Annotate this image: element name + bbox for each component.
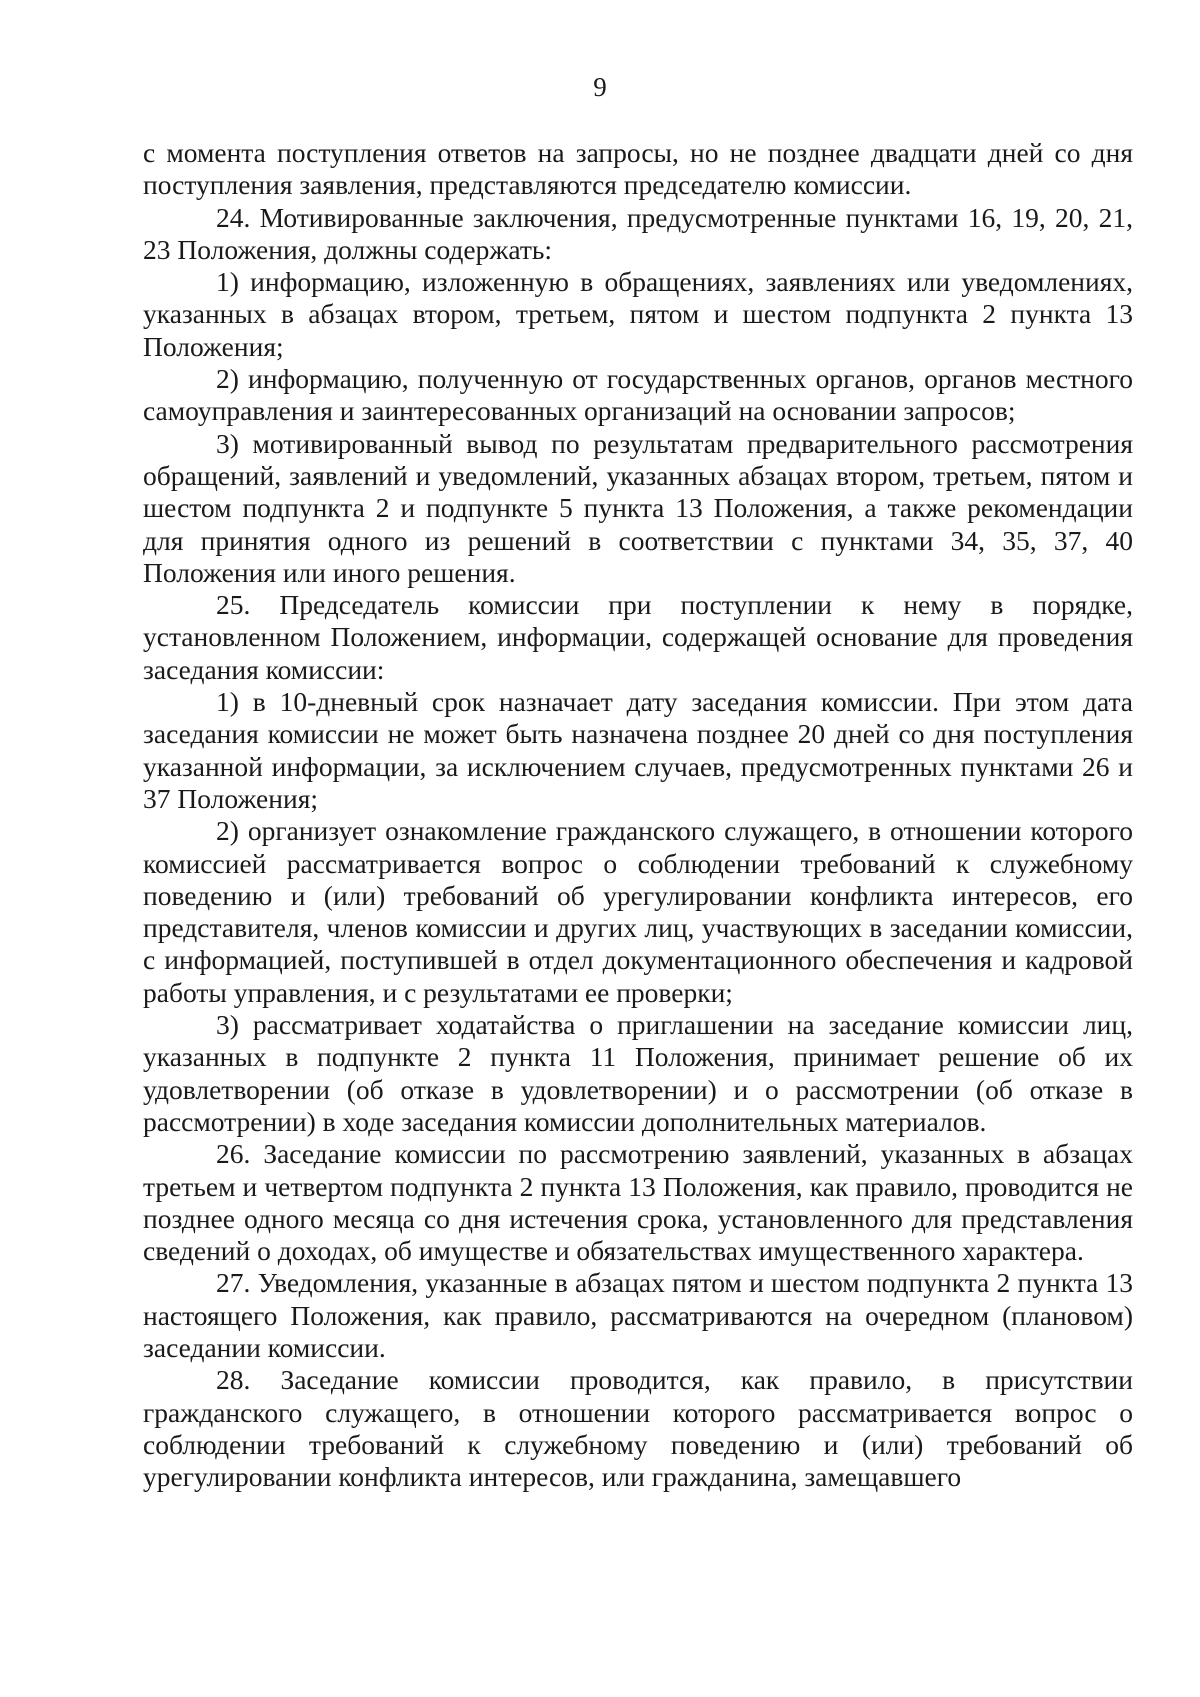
page-number: 9 [593, 72, 607, 102]
document-body [143, 137, 1133, 1493]
paragraph-25: 25. Председатель комиссии при поступлении к нему в порядке, установленном Положением, информации, содержащей основание для проведения заседания комиссии: [143, 589, 1133, 685]
list-item-24-2: 2) информацию, полученную от государственных органов, органов местного самоуправления и заинтересованных организаций на основании запросов; [143, 363, 1133, 427]
list-item-25-1: 1) в 10-дневный срок назначает дату заседания комиссии. При этом дата заседания комиссии не может быть назначена позднее 20 дней со дня поступления указанной информации, за исключением случаев, предусмотренных пунктами 26 и 37 Положения; [143, 686, 1133, 814]
paragraph-27: 27. Уведомления, указанные в абзацах пятом и шестом подпункта 2 пункта 13 настоящего Положения, как правило, рассматриваются на очередном (плановом) заседании комиссии. [143, 1267, 1133, 1363]
paragraph-28: 28. Заседание комиссии проводится, как правило, в присутствии гражданского служащего, в отношении которого рассматривается вопрос о соблюдении требований к служебному поведению и (или) требований об урегулировании конфликта интересов, или гражданина, замещавшего [143, 1364, 1133, 1493]
list-item-24-3: 3) мотивированный вывод по результатам предварительного рассмотрения обращений, заявлений и уведомлений, указанных абзацах втором, третьем, пятом и шестом подпункта 2 и подпункте 5 пункта 13 Положения, а также рекомендации для принятия одного из решений в соответствии с пунктами 34, 35, 37, 40 Положения или иного решения. [143, 427, 1133, 588]
list-item-25-3: 3) рассматривает ходатайства о приглашении на заседание комиссии лиц, указанных в подпункте 2 пункта 11 Положения, принимает решение об их удовлетворении (об отказе в удовлетворении) и о рассмотрении (об отказе в рассмотрении) в ходе заседания комиссии дополнительных материалов. [143, 1009, 1133, 1137]
paragraph-26: 26. Заседание комиссии по рассмотрению заявлений, указанных в абзацах третьем и четвертом подпункта 2 пункта 13 Положения, как правило, проводится не позднее одного месяца со дня истечения срока, установленного для представления сведений о доходах, об имуществе и обязательствах имущественного характера. [143, 1138, 1133, 1267]
paragraph-24: 24. Мотивированные заключения, предусмотренные пунктами 16, 19, 20, 21, 23 Положения, должны содержать: [143, 201, 1133, 265]
paragraph-continuation: с момента поступления ответов на запросы, но не позднее двадцати дней со дня поступления заявления, представляются председателю комиссии. [143, 137, 1133, 201]
list-item-25-2: 2) организует ознакомление гражданского служащего, в отношении которого комиссией рассматривается вопрос о соблюдении требований к служебному поведению и (или) требований об урегулировании конфликта интересов, его представителя, членов комиссии и других лиц, участвующих в заседании комиссии, с информацией, поступившей в отдел документационного обеспечения и кадровой работы управления, и с результатами ее проверки; [143, 815, 1133, 1008]
list-item-24-1: 1) информацию, изложенную в обращениях, заявлениях или уведомлениях, указанных в абзацах втором, третьем, пятом и шестом подпункта 2 пункта 13 Положения; [143, 266, 1133, 362]
